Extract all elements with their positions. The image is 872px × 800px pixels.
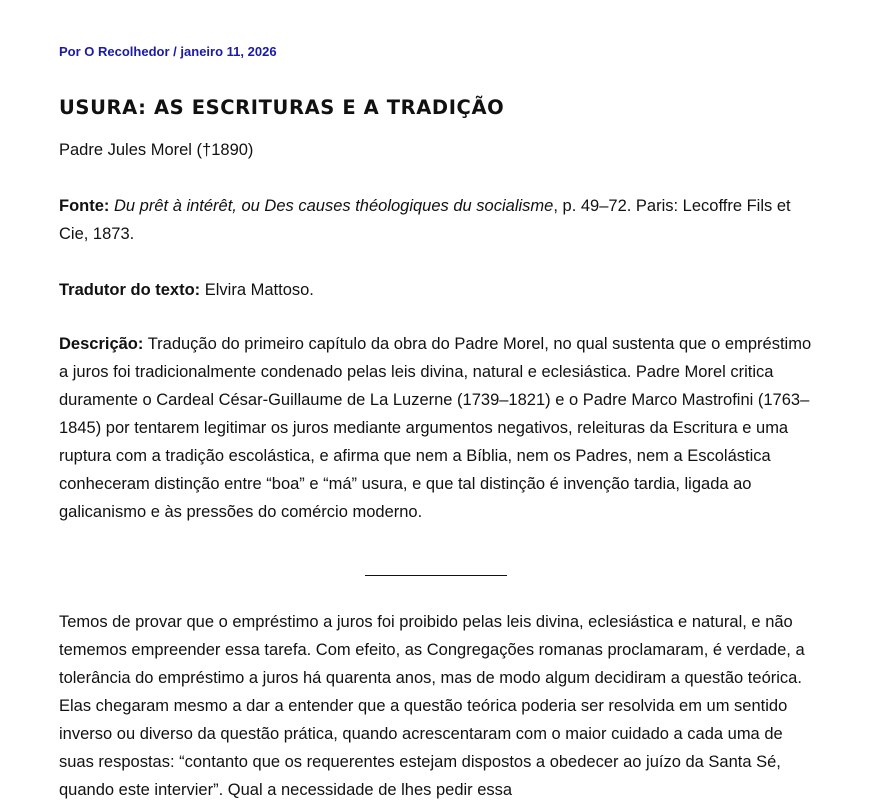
description-paragraph — [59, 330, 819, 526]
source-details: , p. 49–72. Paris: Lecoffre Fils et Cie, 1873. — [59, 197, 791, 243]
description-text: Tradução do primeiro capítulo da obra do Padre Morel, no qual sustenta que o empréstimo a juros foi tradicionalmente condenado pelas leis divina, natural e eclesiástica. Padre Morel critica duramente o Cardeal César-Guillaume de La Luzerne (1739–1821) e o Padre Marco Mastrofini (1763–1845) por tentarem legitimar os juros mediante argumentos negativos, releituras da Escritura e uma ruptura com a tradição escolástica, e afirma que nem a Bíblia, nem os Padres, nem a Escolástica conheceram distinção entre “boa” e “má” usura, e que tal distinção é invenção tardia, ligada ao galicanismo e às pressões do comércio moderno. — [59, 335, 812, 521]
post-meta-separator: / — [173, 44, 177, 59]
post-meta-prefix: Por — [59, 44, 81, 59]
description-label: Descrição: — [59, 335, 144, 353]
translator-label: Tradutor do texto: — [59, 281, 201, 299]
post-meta — [59, 44, 277, 59]
article-title: USURA: AS ESCRITURAS E A TRADIÇÃO — [59, 96, 505, 119]
body-paragraph: Temos de provar que o empréstimo a juros foi proibido pelas leis divina, eclesiástica e natural, e não tememos empreender essa tarefa. Com efeito, as Congregações romanas proclamaram, é verdade, a tolerância do empréstimo a juros há quarenta anos, mas de modo algum decidiram a questão teórica. Elas chegaram mesmo a dar a entender que a questão teórica poderia ser resolvida em um sentido inverso ou diverso da questão prática, quando acrescentaram com o maior cuidado a cada uma de suas respostas: “contanto que os requerentes estejam dispostos a obedecer ao juízo da Santa Sé, quando este intervier”. Qual a necessidade de lhes pedir essa — [59, 613, 805, 799]
source-label: Fonte: — [59, 197, 110, 215]
post-date: janeiro 11, 2026 — [180, 44, 277, 59]
section-divider — [365, 575, 507, 576]
translator-name: Elvira Mattoso. — [204, 281, 314, 299]
translator-paragraph — [59, 276, 819, 304]
post-author-link[interactable]: O Recolhedor — [84, 44, 170, 59]
source-paragraph — [59, 192, 819, 248]
article-author: Padre Jules Morel (†1890) — [59, 141, 254, 159]
source-work-title: Du prêt à intérêt, ou Des causes théologiques du socialisme — [114, 197, 554, 215]
